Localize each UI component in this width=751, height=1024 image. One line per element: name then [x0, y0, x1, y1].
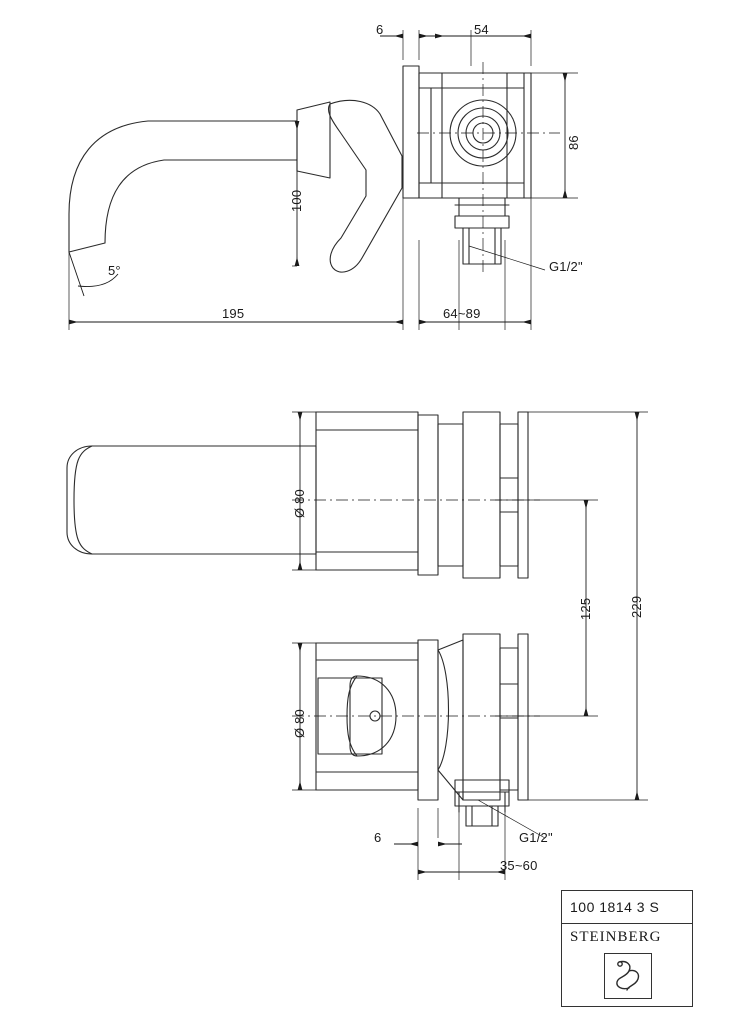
dim-center-distance: 125 — [578, 597, 593, 620]
brand-name: STEINBERG — [570, 929, 662, 945]
title-block — [561, 890, 693, 1007]
dim-depth-range: 35~60 — [500, 858, 538, 873]
dim-spout-angle: 5° — [108, 263, 121, 278]
dim-thread-top: G1/2" — [549, 259, 583, 274]
dim-body-depth: 54 — [474, 22, 489, 37]
dim-total-height: 229 — [629, 595, 644, 618]
dim-body-height: 86 — [566, 135, 581, 150]
title-block-divider — [562, 923, 692, 924]
dim-wall-thickness-top: 6 — [376, 22, 384, 37]
dim-thread-bottom: G1/2" — [519, 830, 553, 845]
dim-wall-thickness-bottom: 6 — [374, 830, 382, 845]
dim-projection-range: 64~89 — [443, 306, 481, 321]
article-number: 100 1814 3 S — [570, 899, 660, 915]
dim-rosette-diameter-lower: Ø 80 — [292, 709, 307, 738]
dim-rosette-diameter-upper: Ø 80 — [292, 489, 307, 518]
dim-spout-height: 100 — [289, 189, 304, 212]
dim-spout-reach: 195 — [222, 306, 245, 321]
steinberg-logo-mark — [605, 954, 651, 998]
steinberg-logo — [604, 953, 652, 999]
